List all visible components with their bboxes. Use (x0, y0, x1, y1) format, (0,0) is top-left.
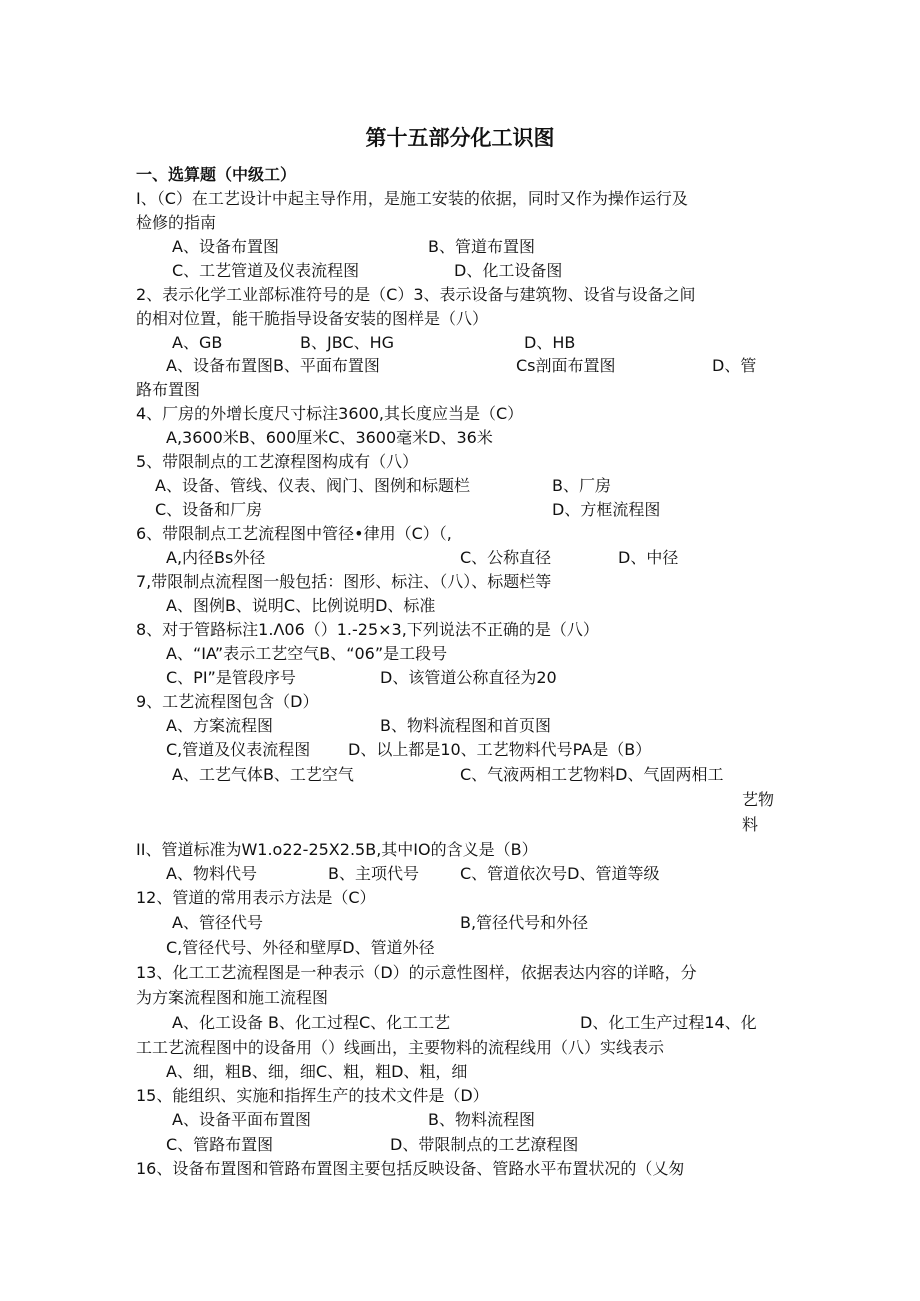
text-line: 15、能组织、实施和指挥生产的技术文件是（D） (136, 1086, 489, 1105)
text-line: 5、带限制点的工艺潦程图构成有（八） (136, 452, 419, 471)
text-line: C、管路布置图 (166, 1135, 274, 1154)
text-line: C、设备和厂房 (155, 500, 263, 519)
text-line: D、以上都是10、工艺物料代号PA是（B） (348, 740, 652, 759)
text-line: B、管道布置图 (428, 237, 535, 256)
text-line: 16、设备布置图和管路布置图主要包括反映设备、管路水平布置状况的（乂匆 (136, 1159, 685, 1178)
text-line: Cs剖面布置图 (516, 356, 616, 375)
text-line: 2、表示化学工业部标准符号的是（C）3、表示设备与建筑物、设省与设备之间 (136, 285, 696, 304)
text-line: A、GB (172, 333, 223, 352)
text-line: 检修的指南 (136, 213, 217, 232)
text-line: A,内径Bs外径 (166, 548, 266, 567)
text-line: D、中径 (618, 548, 679, 567)
text-line: 7,带限制点流程图一般包括：图形、标注、（八）、标题栏等 (136, 572, 552, 591)
text-line: A、细，粗B、细，细C、粗，粗D、粗，细 (166, 1062, 468, 1081)
text-line: I、（C）在工艺设计中起主导作用，是施工安装的依据，同时又作为操作运行及 (136, 189, 688, 208)
text-line: D、化工生产过程14、化 (580, 1013, 757, 1032)
text-line: 为方案流程图和施工流程图 (136, 988, 329, 1007)
text-line: A、管径代号 (172, 913, 263, 932)
text-line: A,3600米B、600厘米C、3600毫米D、36米 (166, 428, 493, 447)
text-line: D、化工设备图 (454, 261, 563, 280)
text-line: C、管道依次号D、管道等级 (460, 864, 660, 883)
text-line: C、公称直径 (460, 548, 552, 567)
text-line: 一、选算题（中级工） (136, 165, 297, 184)
text-line: 6、带限制点工艺流程图中管径•律用（C）（, (136, 524, 452, 543)
text-line: D、方框流程图 (552, 500, 661, 519)
text-line: B、JBC、HG (300, 333, 394, 352)
text-line: C,管道及仪表流程图 (166, 740, 311, 759)
text-line: 路布置图 (136, 380, 201, 399)
text-line: A、设备平面布置图 (172, 1110, 311, 1129)
text-line: B、厂房 (552, 476, 611, 495)
text-line: A、“IA”表示工艺空气B、“06”是工段号 (166, 644, 448, 663)
document-title: 第十五部分化工识图 (365, 126, 555, 150)
text-line: II、管道标准为W1.o22-25X2.5B,其中IO的含义是（B） (136, 840, 538, 859)
text-line: C,管径代号、外径和壁厚D、管道外径 (166, 938, 435, 957)
text-line: 艺物 (742, 790, 775, 809)
text-line: B、主项代号 (328, 864, 419, 883)
text-line: A、物料代号 (166, 864, 257, 883)
text-line: A、设备布置图 (172, 237, 279, 256)
text-line: A、设备布置图B、平面布置图 (166, 356, 380, 375)
text-line: B、物料流程图和首页图 (380, 716, 551, 735)
text-line: B、物料流程图 (428, 1110, 535, 1129)
text-line: 4、厂房的外增长度尺寸标注3600,其长度应当是（C） (136, 404, 524, 423)
text-line: D、带限制点的工艺潦程图 (390, 1135, 579, 1154)
text-line: C、气液两相工艺物料D、气固两相工 (460, 765, 724, 784)
text-line: A、设备、管线、仪表、阀门、图例和标题栏 (155, 476, 470, 495)
text-line: 工工艺流程图中的设备用（）线画出，主要物料的流程线用（八）实线表示 (136, 1038, 665, 1057)
text-line: 9、工艺流程图包含（D） (136, 692, 319, 711)
text-line: C、PI”是管段序号 (166, 668, 296, 687)
text-line: D、管 (712, 356, 757, 375)
text-line: A、工艺气体B、工艺空气 (172, 765, 354, 784)
text-line: A、化工设备 B、化工过程C、化工工艺 (172, 1013, 451, 1032)
text-line: D、HB (524, 333, 576, 352)
text-line: C、工艺管道及仪表流程图 (172, 261, 360, 280)
text-line: 12、管道的常用表示方法是（C） (136, 888, 376, 907)
text-line: 8、对于管路标注1.Λ06（）1.-25×3,下列说法不正确的是（八） (136, 620, 599, 639)
text-line: D、该管道公称直径为20 (380, 668, 557, 687)
text-line: B,管径代号和外径 (460, 913, 589, 932)
text-line: A、图例B、说明C、比例说明D、标准 (166, 596, 436, 615)
text-line: A、方案流程图 (166, 716, 273, 735)
text-line: 的相对位置，能干脆指导设备安装的图样是（八） (136, 309, 489, 328)
text-line: 13、化工工艺流程图是一种表示（D）的示意性图样，依据表达内容的详略，分 (136, 963, 697, 982)
text-line: 料 (742, 815, 759, 834)
